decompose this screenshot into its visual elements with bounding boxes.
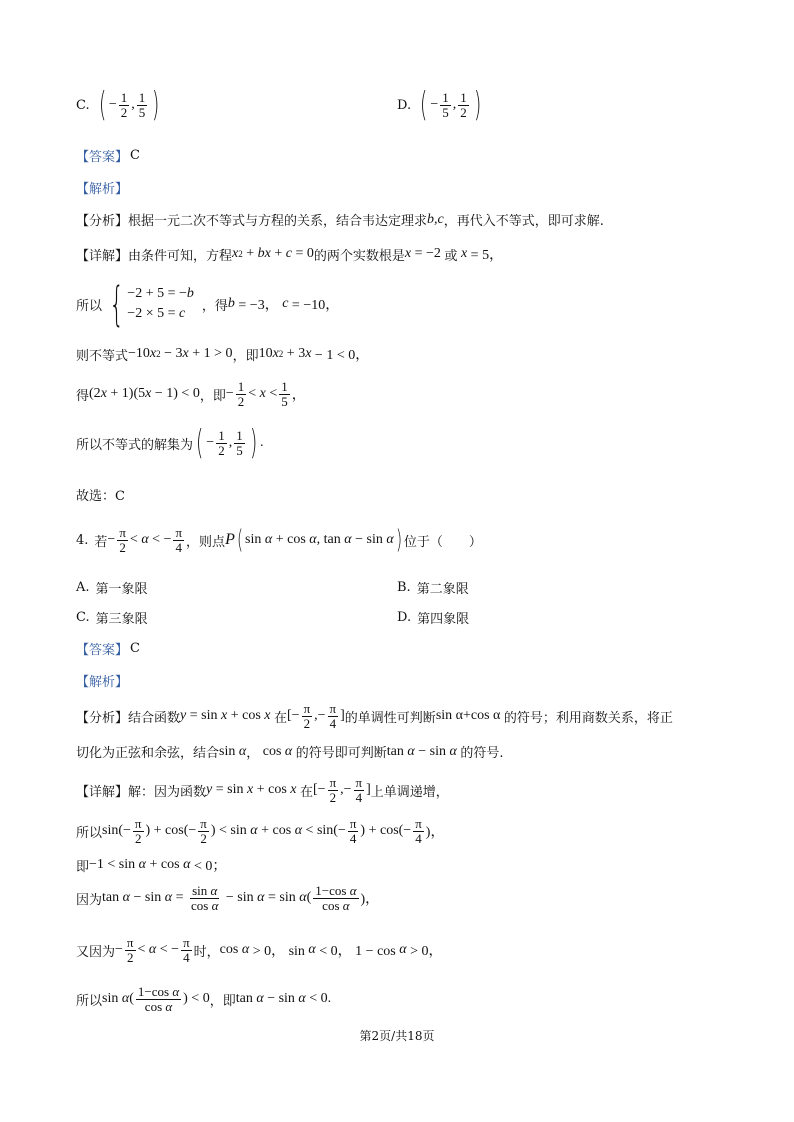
option-label: D. — [397, 97, 412, 113]
q3-solution: 所以不等式的解集为 ( − $\frac{1}{2}$ , $\frac{1}{5}$ ) . — [76, 423, 264, 463]
q3-system: 所以 { −2 + 5 = −b −2 × 5 = c ，得 b = −3， c = −10， — [76, 277, 340, 331]
q4-stem: 4. 若 − $\frac{\pi}{2}$ < α < − $\frac{\pi}{4}$ ，则点 P ( sin α + cos α , tan α − sin α ) 位于（ ） — [76, 525, 482, 556]
q4-option-d: D. 第四象限 — [397, 610, 470, 627]
page-footer: 第2页/共18页 — [359, 1029, 435, 1043]
q4-analysis-heading: 【解析】 — [76, 675, 129, 690]
q4-option-c: C. 第三象限 — [76, 610, 148, 627]
q4-fenxi-line1: 【分析】 结合函数 y = sin x + cos x 在 [− $\frac{\pi}{2}$ ,− $\frac{\pi}{4}$ ] 的单调性可判断 sin α+cos α 的符号；利用商数关系，将正 — [76, 701, 673, 731]
q3-option-c: C. ( − $\frac{1}{2}$ , $\frac{1}{5}$ ) — [76, 85, 160, 125]
q3-choose: 故选：C — [76, 489, 125, 504]
q3-analysis-heading: 【解析】 — [76, 182, 129, 197]
q3-inequality: 则不等式 −10 x 2 − 3 x + 1 > 0 ，即 10 x 2 + 3 x − 1 < 0， — [76, 346, 370, 364]
q4-step5: 所以 sin α ( $\frac{\text{1−cos α}}{\text{cos α}}$ ) < 0 ，即 tan α − sin α < 0. — [76, 984, 332, 1014]
q4-step2: 即 −1 < sin α + cos α < 0； — [76, 857, 227, 875]
q4-detail: 【详解】 解：因为函数 y = sin x + cos x 在 [− $\frac{\pi}{2}$ ,− $\frac{\pi}{4}$ ] 上单调递增， — [76, 775, 449, 805]
q3-factor: 得 (2 x + 1)(5 x − 1) < 0 ，即 − $\frac{1}{2}$ < x < $\frac{1}{5}$ ， — [76, 379, 306, 409]
q4-answer: 【答案】 C — [76, 641, 140, 658]
q3-answer: 【答案】 C — [76, 148, 140, 165]
q3-option-d: D. ( − $\frac{1}{5}$ , $\frac{1}{2}$ ) — [397, 85, 482, 125]
q4-option-b: B. 第二象限 — [397, 580, 469, 597]
q4-step3: 因为 tan α − sin α = $\frac{\text{sin α}}{\text{cos α}}$ − sin α = sin α ( $\frac{\text{1−cos α}}{\text{cos α}}$ )， — [76, 883, 380, 913]
option-label: C. — [76, 97, 90, 113]
q4-step1: 所以 sin(− $\frac{\pi}{2}$ ) + cos(− $\frac{\pi}{2}$ ) < sin α + cos α < sin(− $\frac{\pi}{4}$ ) + cos(− $\frac{\pi}{4}$ )， — [76, 816, 445, 846]
q4-option-a: A. 第一象限 — [76, 580, 148, 597]
q3-fenxi: 【分析】 根据一元二次不等式与方程的关系，结合韦达定理求 b,c ，再代入不等式，即可求解. — [76, 211, 604, 229]
q4-step4: 又因为 − $\frac{\pi}{2}$ < α < − $\frac{\pi}{4}$ 时， cos α > 0， sin α < 0， 1 − cos α > 0， — [76, 935, 443, 965]
q3-detail: 【详解】 由条件可知，方程 x 2 + bx + c = 0 的两个实数根是 x = −2 或 x = 5， — [76, 246, 504, 264]
q4-fenxi-line2: 切化为正弦和余弦，结合 sin α ， cos α 的符号即可判断 tan α − sin α 的符号. — [76, 743, 504, 761]
